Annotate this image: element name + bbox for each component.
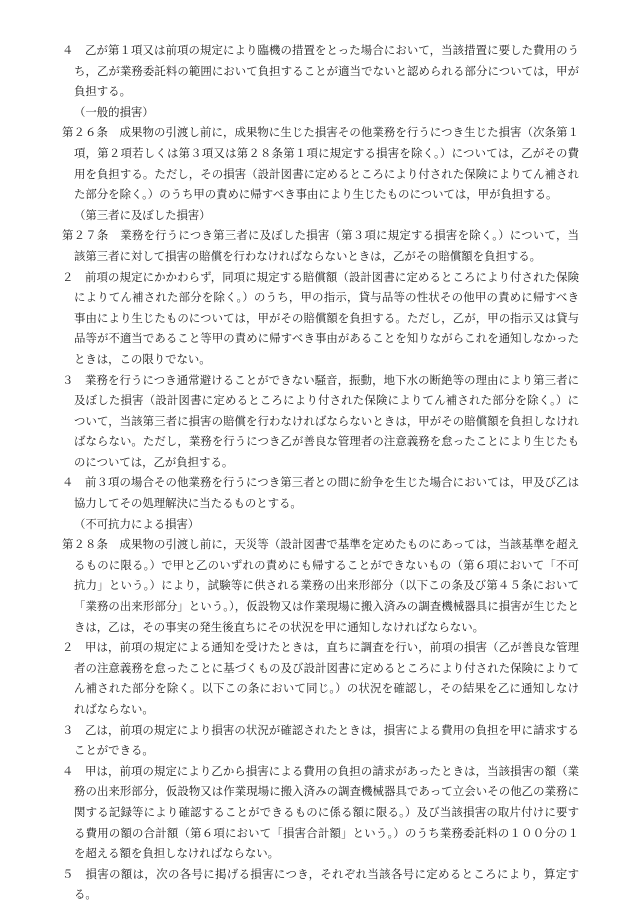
heading-force-majeure-damage: （不可抗力による損害）: [74, 516, 200, 531]
clause-25-4: ４ 乙が第１項又は前項の規定により臨機の措置をとった場合において，当該措置に要した費用のうち，乙が業務委託料の範囲において負担することが適当でないと認められる部分については，甲が負担する。: [62, 43, 579, 99]
heading-third-party-damage: （第三者に及ぼした損害）: [74, 207, 211, 222]
clause-27-2: ２ 前項の規定にかかわらず，同項に規定する賠償額（設計図書に定めるところにより付された保険によりてん補された部分を除く。）のうち，甲の指示，貸与品等の性状その他甲の責めに帰すべき事由により生じたものについては，甲がその賠償額を負担する。ただし，乙が，甲の指示又は貸与品等が不適当であること等甲の責めに帰すべき事由があることを知りながらこれを通知しなかったときは，この限りでない。: [62, 269, 579, 366]
article-27: 第２７条 業務を行うにつき第三者に及ぼした損害（第３項に規定する損害を除く。）について，当該第三者に対して損害の賠償を行わなければならないときは，乙がその賠償額を負担する。: [62, 228, 579, 263]
document-page: [62, 40, 579, 905]
clause-28-3: ３ 乙は，前項の規定により損害の状況が確認されたときは，損害による費用の負担を甲に請求することができる。: [62, 722, 579, 758]
clause-28-5: ５ 損害の額は，次の各号に掲げる損害につき，それぞれ当該各号に定めるところにより，算定する。: [62, 866, 579, 902]
article-28: 第２８条 成果物の引渡し前に，天災等（設計図書で基準を定めたものにあっては，当該基準を超えるものに限る。）で甲と乙のいずれの責めにも帰することができないもの（第６項において「不可抗力」という。）により，試験等に供される業務の出来形部分（以下この条及び第４５条において「業務の出来形部分」という。），仮設物又は作業現場に搬入済みの調査機械器具に損害が生じたときは，乙は，その事実の発生後直ちにその状況を甲に通知しなければならない。: [62, 537, 579, 634]
heading-general-damage: （一般的損害）: [74, 104, 154, 119]
clause-28-4: ４ 甲は，前項の規定により乙から損害による費用の負担の請求があったときは，当該損害の額（業務の出来形部分，仮設物又は作業現場に搬入済みの調査機械器具であって立会いその他乙の業務に関する記録等により確認することができるものに係る額に限る。）及び当該損害の取片付けに要する費用の額の合計額（第６項において「損害合計額」という。）のうち業務委託料の１００分の１を超える額を負担しなければならない。: [62, 763, 579, 861]
clause-27-4: ４ 前３項の場合その他業務を行うにつき第三者との間に紛争を生じた場合においては，甲及び乙は協力してその処理解決に当たるものとする。: [62, 475, 579, 511]
clause-27-3: ３ 業務を行うにつき通常避けることができない騒音，振動，地下水の断絶等の理由により第三者に及ぼした損害（設計図書に定めるところにより付された保険によりてん補された部分を除く。）について，当該第三者に損害の賠償を行わなければならないときは，甲がその賠償額を負担しなければならない。ただし，業務を行うにつき乙が善良な管理者の注意義務を怠ったことにより生じたものについては，乙が負担する。: [62, 372, 579, 469]
article-26: 第２６条 成果物の引渡し前に，成果物に生じた損害その他業務を行うにつき生じた損害（次条第１項，第２項若しくは第３項又は第２８条第１項に規定する損害を除く。）については，乙がその費用を負担する。ただし，その損害（設計図書に定めるところにより付された保険によりてん補された部分を除く。）のうち甲の責めに帰すべき事由により生じたものについては，甲が負担する。: [62, 125, 579, 202]
clause-28-2: ２ 甲は，前項の規定による通知を受けたときは，直ちに調査を行い，前項の損害（乙が善良な管理者の注意義務を怠ったことに基づくもの及び設計図書に定めるところにより付された保険によりてん補された部分を除く。以下この条において同じ。）の状況を確認し，その結果を乙に通知しなければならない。: [62, 640, 579, 716]
